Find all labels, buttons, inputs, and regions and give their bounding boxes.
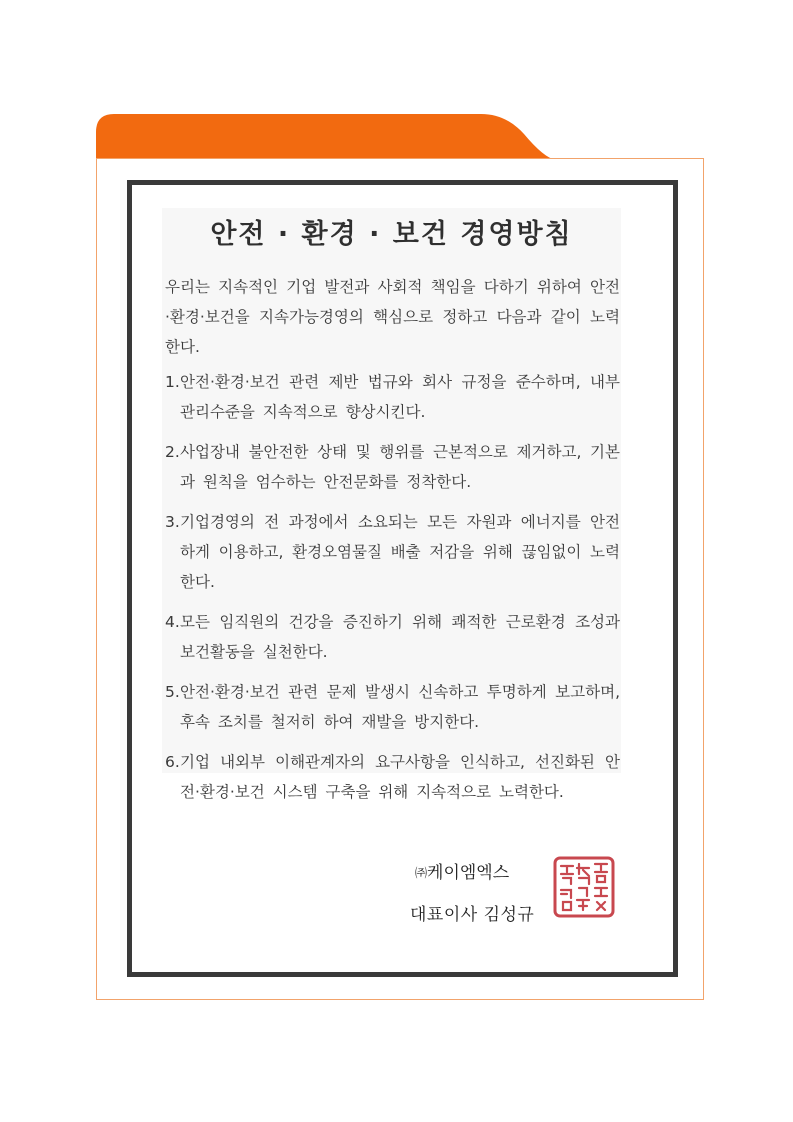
company-name bbox=[415, 858, 509, 883]
item-number: 2. bbox=[165, 443, 180, 461]
item-text: 사업장내 불안전한 상태 및 행위를 근본적으로 제거하고, 기본과 원칙을 엄수하는 안전문화를 정착한다. bbox=[180, 443, 620, 491]
policy-title: 안전 · 환경 · 보건 경영방침 bbox=[210, 219, 573, 250]
item-number: 1. bbox=[165, 373, 180, 391]
policy-item bbox=[165, 747, 620, 807]
policy-item bbox=[165, 367, 620, 427]
policy-item bbox=[165, 607, 620, 667]
policy-item bbox=[165, 507, 620, 597]
company-mark: ㈜ bbox=[415, 866, 428, 880]
policy-item bbox=[165, 677, 620, 737]
item-number: 4. bbox=[165, 613, 180, 631]
ceo-name: 대표이사 김성규 bbox=[410, 905, 535, 925]
item-number: 6. bbox=[165, 753, 180, 771]
policy-item bbox=[165, 437, 620, 497]
item-text: 안전·환경·보건 관련 문제 발생시 신속하고 투명하게 보고하며, 후속 조치를 철저히 하여 재발을 방지한다. bbox=[180, 683, 620, 731]
policy-intro: 우리는 지속적인 기업 발전과 사회적 책임을 다하기 위하여 안전·환경·보건을 지속가능경영의 핵심으로 정하고 다음과 같이 노력한다. bbox=[165, 278, 620, 356]
item-number: 5. bbox=[165, 683, 180, 701]
policy-items bbox=[165, 367, 620, 817]
item-text: 기업 내외부 이해관계자의 요구사항을 인식하고, 선진화된 안전·환경·보건 시스템 구축을 위해 지속적으로 노력한다. bbox=[180, 753, 620, 801]
company-name-text: 케이엠엑스 bbox=[427, 863, 510, 883]
item-text: 모든 임직원의 건강을 증진하기 위해 쾌적한 근로환경 조성과 보건활동을 실천한다. bbox=[180, 613, 620, 661]
company-seal-icon bbox=[553, 856, 615, 918]
item-text: 기업경영의 전 과정에서 소요되는 모든 자원과 에너지를 안전하게 이용하고, 환경오염물질 배출 저감을 위해 끊임없이 노력한다. bbox=[180, 513, 620, 591]
item-number: 3. bbox=[165, 513, 180, 531]
header-tab-shape bbox=[96, 114, 556, 160]
item-text: 안전·환경·보건 관련 제반 법규와 회사 규정을 준수하며, 내부관리수준을 지속적으로 향상시킨다. bbox=[180, 373, 620, 421]
